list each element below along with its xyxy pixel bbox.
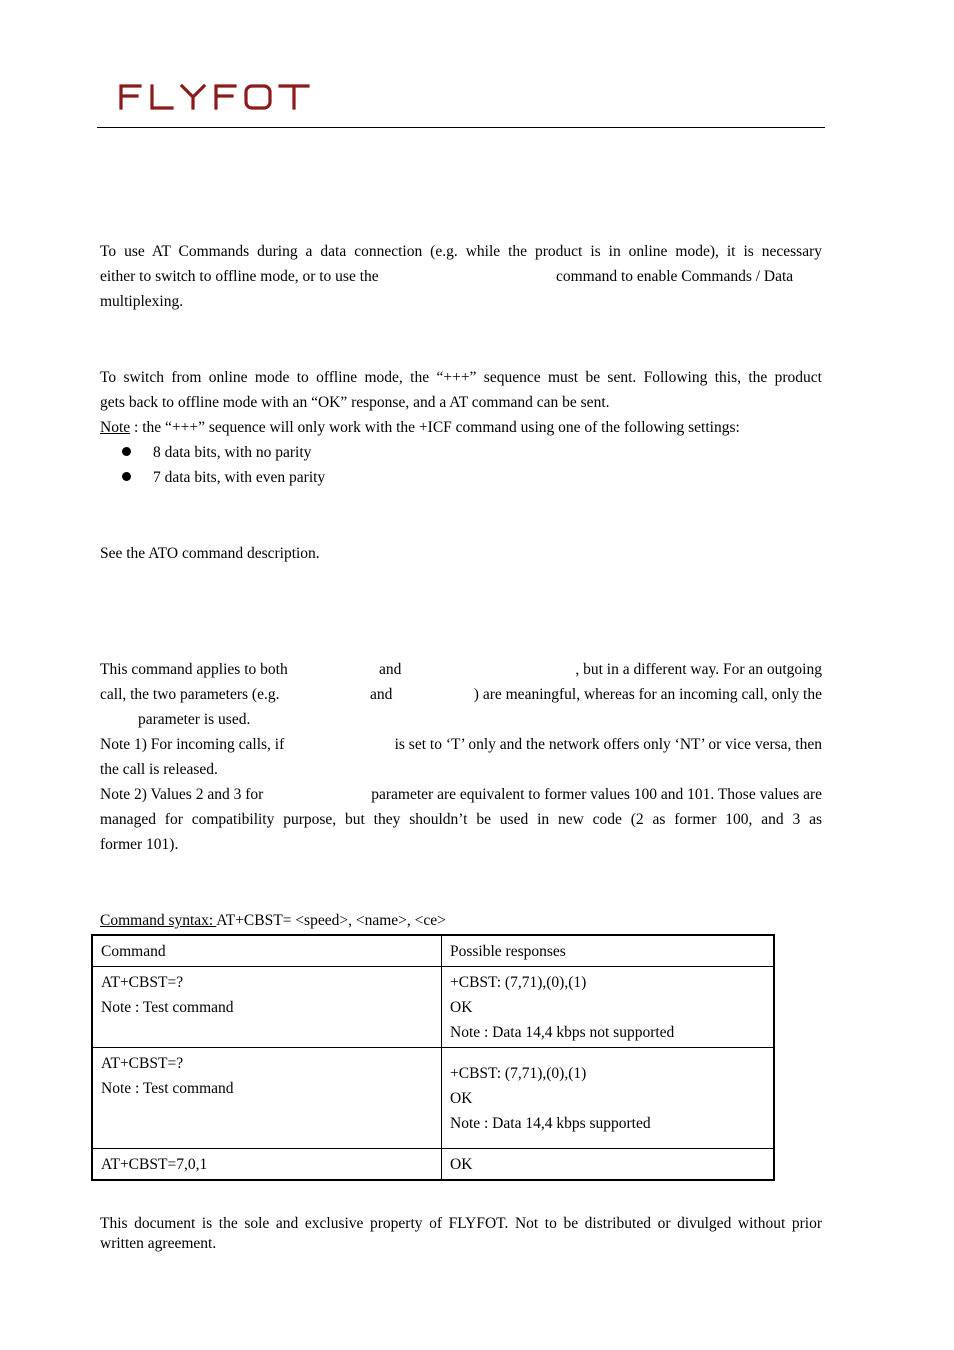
- header-responses: Possible responses: [442, 935, 775, 967]
- company-logo: [118, 78, 314, 117]
- table-row: [92, 1048, 774, 1149]
- syntax-label: Command syntax:: [100, 912, 217, 929]
- section4-line2: call, the two parameters (e.g. and ) are meaningful, whereas for an incoming call, only the: [100, 686, 822, 703]
- note-label: Note: [100, 419, 131, 436]
- section2-note: [100, 415, 822, 440]
- syntax-value: AT+CBST= <speed>, <name>, <ce>: [216, 912, 446, 929]
- header-rule: [97, 127, 825, 128]
- response-cell: +CBST: (7,71),(0),(1) OK Note : Data 14,4 kbps supported: [442, 1048, 775, 1149]
- command-syntax: [100, 908, 822, 933]
- header-command: Command: [92, 935, 442, 967]
- bullet-item: 7 data bits, with even parity: [122, 465, 325, 490]
- bullet-dot-icon: [122, 447, 131, 456]
- section1-line1: To use AT Commands during a data connection (e.g. while the product is in online mode), it is necessary: [100, 243, 822, 260]
- footer-notice: This document is the sole and exclusive property of FLYFOT. Not to be distributed or divulged without prior written agreement.: [100, 1215, 822, 1252]
- section1-line2: [100, 264, 822, 289]
- bullet-item: 8 data bits, with no parity: [122, 440, 311, 465]
- command-table: [91, 934, 775, 1181]
- section1-line3: multiplexing.: [100, 293, 184, 310]
- section2-line1: To switch from online mode to offline mode, the “+++” sequence must be sent. Following this, the product: [100, 369, 822, 386]
- response-cell: OK: [442, 1149, 775, 1181]
- section4-line6: Note 2) Values 2 and 3 for parameter are equivalent to former values 100 and 101. Those values are: [100, 786, 822, 803]
- section4-line5: the call is released.: [100, 761, 218, 778]
- table-row: [92, 1149, 774, 1181]
- bullet-dot-icon: [122, 472, 131, 481]
- flyfot-logo-mark: [118, 78, 314, 112]
- section4-line1: This command applies to both and , but in a different way. For an outgoing: [100, 661, 822, 678]
- section3-line1: See the ATO command description.: [100, 545, 320, 562]
- section1-line2a: either to switch to offline mode, or to use the: [100, 268, 379, 285]
- section2-line2: gets back to offline mode with an “OK” response, and a AT command can be sent.: [100, 394, 610, 411]
- command-cell: AT+CBST=? Note : Test command: [92, 967, 442, 1048]
- section4-line4: Note 1) For incoming calls, if is set to ‘T’ only and the network offers only ‘NT’ or vice versa, then: [100, 736, 822, 753]
- table-row: [92, 967, 774, 1048]
- note-text: : the “+++” sequence will only work with the +ICF command using one of the following settings:: [130, 419, 740, 436]
- response-cell: +CBST: (7,71),(0),(1) OK Note : Data 14,4 kbps not supported: [442, 967, 775, 1048]
- section4-line3: parameter is used.: [138, 711, 251, 728]
- section4-line7: managed for compatibility purpose, but they shouldn’t be used in new code (2 as former 100, and 3 as: [100, 811, 822, 828]
- section4-line8: former 101).: [100, 836, 179, 853]
- section1-line2b: command to enable Commands / Data: [556, 268, 794, 285]
- command-cell: AT+CBST=7,0,1: [92, 1149, 442, 1181]
- command-cell: AT+CBST=? Note : Test command: [92, 1048, 442, 1149]
- table-header-row: [92, 935, 774, 967]
